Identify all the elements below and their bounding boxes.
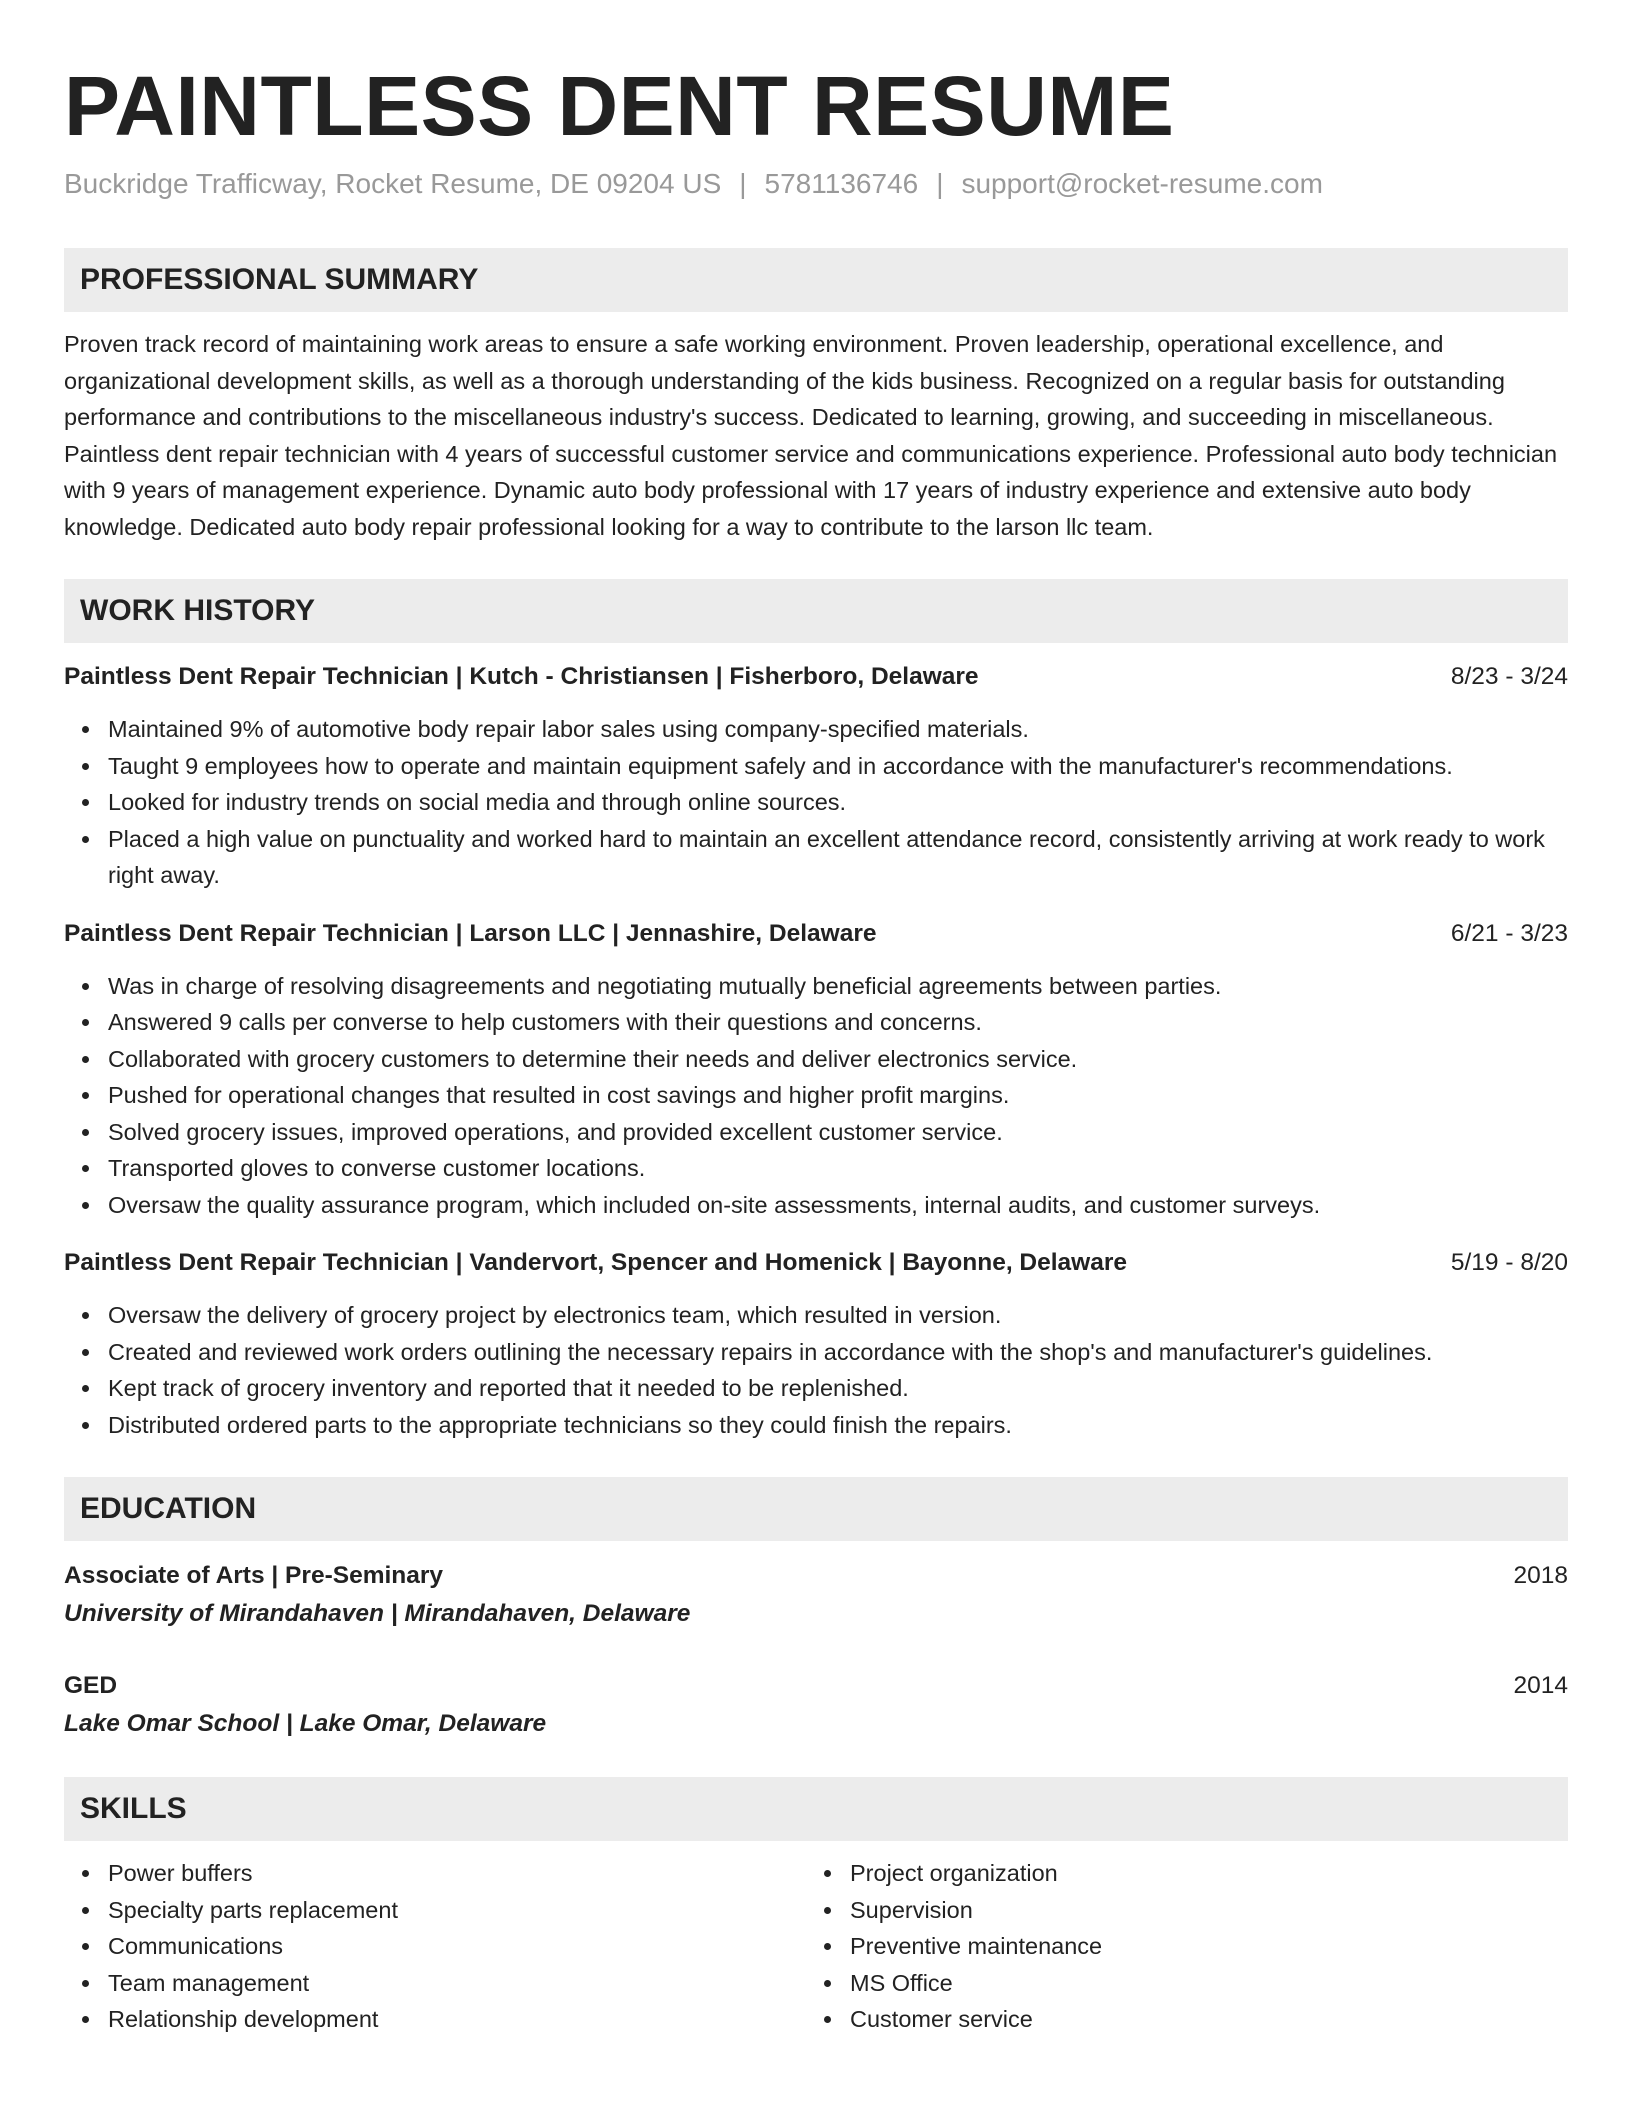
list-item: Solved grocery issues, improved operations, and provided excellent customer service. bbox=[64, 1114, 1568, 1151]
job-header bbox=[64, 659, 1568, 695]
contact-separator: | bbox=[739, 168, 747, 199]
contact-address: Buckridge Trafficway, Rocket Resume, DE 09204 US bbox=[64, 168, 722, 199]
job-title: Paintless Dent Repair Technician | Larson LLC | Jennashire, Delaware bbox=[64, 919, 877, 947]
skill-item: Relationship development bbox=[64, 2001, 806, 2038]
education-school: University of Mirandahaven | Mirandahaven, Delaware bbox=[64, 1600, 691, 1627]
summary-section bbox=[64, 248, 1568, 545]
list-item: Distributed ordered parts to the appropriate technicians so they could finish the repairs. bbox=[64, 1407, 1568, 1444]
list-item: Maintained 9% of automotive body repair labor sales using company-specified materials. bbox=[64, 711, 1568, 748]
section-heading: SKILLS bbox=[64, 1777, 1568, 1841]
education-year: 2018 bbox=[1513, 1562, 1568, 1589]
job-entry bbox=[64, 916, 1568, 1224]
education-entry bbox=[64, 1667, 1568, 1743]
skills-columns bbox=[64, 1855, 1568, 2038]
work-history-section bbox=[64, 579, 1568, 1443]
job-bullets bbox=[64, 1297, 1568, 1443]
job-dates: 6/21 - 3/23 bbox=[1450, 919, 1568, 947]
skill-item: Power buffers bbox=[64, 1855, 806, 1892]
section-heading: WORK HISTORY bbox=[64, 579, 1568, 643]
job-dates: 8/23 - 3/24 bbox=[1450, 663, 1568, 690]
job-entry bbox=[64, 659, 1568, 894]
education-year: 2014 bbox=[1513, 1672, 1568, 1699]
skill-item: Communications bbox=[64, 1928, 806, 1965]
job-title: Paintless Dent Repair Technician | Kutch - Christiansen | Fisherboro, Delaware bbox=[64, 663, 979, 690]
skill-item: Specialty parts replacement bbox=[64, 1892, 806, 1929]
education-degree: GED bbox=[64, 1672, 118, 1699]
education-degree: Associate of Arts | Pre-Seminary bbox=[64, 1562, 444, 1589]
skill-item: Preventive maintenance bbox=[806, 1928, 1548, 1965]
list-item: Answered 9 calls per converse to help customers with their questions and concerns. bbox=[64, 1004, 1568, 1041]
contact-line bbox=[64, 166, 1568, 202]
skill-item: Team management bbox=[64, 1965, 806, 2002]
education-header bbox=[64, 1667, 1568, 1705]
job-bullets bbox=[64, 968, 1568, 1224]
summary-text: Proven track record of maintaining work areas to ensure a safe working environment. Proven leadership, operational excellence, and organizational development skills, as well as a thorough understanding of the kids business. Recognized on a regular basis for outstanding performance and contributions to the miscellaneous industry's success. Dedicated to learning, growing, and succeeding in miscellaneous. Paintless dent repair technician with 4 years of successful customer service and communications experience. Professional auto body technician with 9 years of management experience. Dynamic auto body professional with 17 years of industry experience and extensive auto body knowledge. Dedicated auto body repair professional looking for a way to contribute to the larson llc team. bbox=[64, 331, 1558, 540]
list-item: Collaborated with grocery customers to determine their needs and deliver electronics service. bbox=[64, 1041, 1568, 1078]
education-section bbox=[64, 1477, 1568, 1743]
section-heading: EDUCATION bbox=[64, 1477, 1568, 1541]
list-item: Taught 9 employees how to operate and maintain equipment safely and in accordance with the manufacturer's recommendations. bbox=[64, 748, 1568, 785]
skills-section bbox=[64, 1777, 1568, 2038]
skill-item: MS Office bbox=[806, 1965, 1548, 2002]
list-item: Placed a high value on punctuality and worked hard to maintain an excellent attendance record, consistently arriving at work ready to work right away. bbox=[64, 821, 1568, 894]
list-item: Looked for industry trends on social media and through online sources. bbox=[64, 784, 1568, 821]
list-item: Created and reviewed work orders outlining the necessary repairs in accordance with the shop's and manufacturer's guidelines. bbox=[64, 1334, 1568, 1371]
contact-separator: | bbox=[936, 168, 944, 199]
list-item: Oversaw the delivery of grocery project by electronics team, which resulted in version. bbox=[64, 1297, 1568, 1334]
contact-email: support@rocket-resume.com bbox=[961, 168, 1323, 199]
section-heading: PROFESSIONAL SUMMARY bbox=[64, 248, 1568, 312]
skills-right-column bbox=[806, 1855, 1548, 2038]
education-entry bbox=[64, 1557, 1568, 1633]
education-header bbox=[64, 1557, 1568, 1595]
job-header bbox=[64, 1245, 1568, 1281]
job-dates: 5/19 - 8/20 bbox=[1450, 1249, 1568, 1276]
list-item: Pushed for operational changes that resulted in cost savings and higher profit margins. bbox=[64, 1077, 1568, 1114]
list-item: Kept track of grocery inventory and reported that it needed to be replenished. bbox=[64, 1370, 1568, 1407]
list-item: Was in charge of resolving disagreements and negotiating mutually beneficial agreements between parties. bbox=[64, 968, 1568, 1005]
education-school: Lake Omar School | Lake Omar, Delaware bbox=[64, 1710, 547, 1737]
job-header bbox=[64, 916, 1568, 952]
skill-item: Project organization bbox=[806, 1855, 1548, 1892]
list-item: Oversaw the quality assurance program, which included on-site assessments, internal audits, and customer surveys. bbox=[64, 1187, 1568, 1224]
skills-left-column bbox=[64, 1855, 806, 2038]
job-entry bbox=[64, 1245, 1568, 1443]
skill-item: Customer service bbox=[806, 2001, 1548, 2038]
skill-item: Supervision bbox=[806, 1892, 1548, 1929]
job-bullets bbox=[64, 711, 1568, 894]
resume-name: PAINTLESS DENT RESUME bbox=[64, 59, 1175, 153]
job-title: Paintless Dent Repair Technician | Vandervort, Spencer and Homenick | Bayonne, Delaware bbox=[64, 1249, 1128, 1276]
list-item: Transported gloves to converse customer locations. bbox=[64, 1150, 1568, 1187]
contact-phone: 5781136746 bbox=[764, 168, 919, 199]
